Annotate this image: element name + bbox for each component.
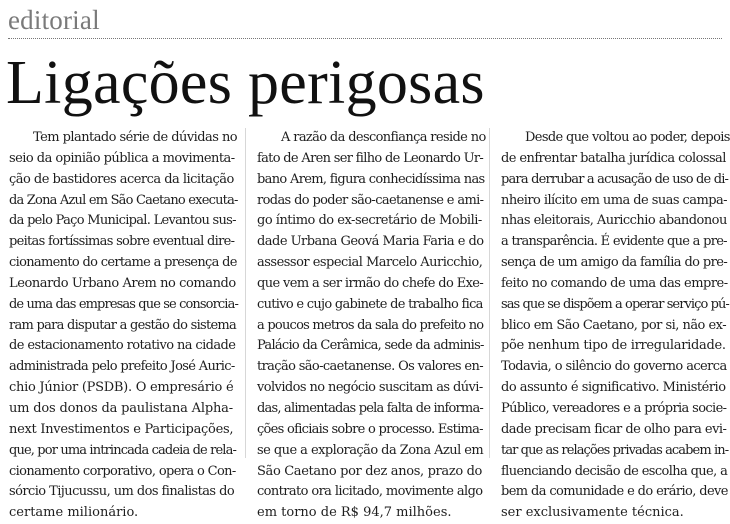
- section-label: editorial: [8, 5, 100, 35]
- column-separator: [489, 128, 490, 458]
- text-line: tração são-caetanense. Os valores en-: [257, 359, 483, 375]
- text-line: seio da opinião pública a movimenta-: [9, 150, 235, 166]
- text-line: assessor especial Marcelo Auricchio,: [257, 255, 483, 271]
- text-line: que, por uma intrincada cadeia de rela-: [9, 442, 236, 458]
- text-line: de enfrentar batalha jurídica colossal: [501, 150, 726, 166]
- text-line: ção de bastidores acerca da licitação: [9, 171, 234, 187]
- article-column-1: [9, 128, 238, 521]
- text-line: põe nenhum tipo de irregularidade.: [501, 338, 726, 354]
- text-line: cutivo e cujo gabinete de trabalho fica: [257, 296, 483, 312]
- text-line: sença de um amigo da família do pre-: [501, 255, 728, 271]
- text-line: go íntimo do ex-secretário de Mobili-: [257, 213, 482, 229]
- article-column-2: [257, 128, 486, 521]
- text-line: dade precisam ficar de olho para evi-: [501, 421, 727, 437]
- text-line: peitas fortíssimas sobre eventual dire-: [9, 234, 235, 250]
- text-line: fato de Aren ser filho de Leonardo Ur-: [257, 150, 484, 166]
- text-line: Público, vereadores e a própria socie-: [501, 400, 727, 416]
- section-divider: [8, 38, 722, 39]
- text-line: administrada pelo prefeito José Auric-: [9, 359, 235, 375]
- text-line: das, alimentadas pela falta de informa-: [257, 400, 484, 416]
- text-line: rodas do poder são-caetanense e ami-: [257, 192, 484, 208]
- text-line: um dos donos da paulistana Alpha-: [9, 400, 233, 416]
- text-line: São Caetano por dez anos, prazo do: [257, 463, 483, 479]
- text-line: ções oficiais sobre o processo. Estima-: [257, 421, 483, 437]
- text-line: fluenciando decisão de escolha que, a: [501, 463, 728, 479]
- text-line: da pelo Paço Municipal. Levantou sus-: [9, 213, 236, 229]
- text-line: em torno de R$ 94,7 milhões.: [257, 505, 452, 521]
- text-line: que vem a ser irmão do chefe do Exe-: [257, 275, 484, 291]
- text-line: ram para disputar a gestão do sistema: [9, 317, 237, 333]
- text-line: bano Arem, figura conhecidíssima nas: [257, 171, 485, 187]
- text-line: ser exclusivamente técnica.: [501, 505, 684, 521]
- text-line: cionamento do certame a presença de: [9, 255, 237, 271]
- text-line: blico em São Caetano, por si, não ex-: [501, 317, 727, 333]
- text-line: da Zona Azul em São Caetano executa-: [9, 192, 238, 208]
- text-line: Desde que voltou ao poder, depois: [525, 130, 730, 145]
- text-line: sas que se dispõem a operar serviço pú-: [501, 296, 729, 312]
- text-line: A razão da desconfiança reside no: [281, 130, 486, 145]
- text-line: do assunto é significativo. Ministério: [501, 380, 726, 396]
- text-line: de estacionamento rotativo na cidade: [9, 338, 236, 354]
- text-line: contrato ora licitado, movimente algo: [257, 484, 483, 500]
- text-line: para derrubar a acusação de uso de di-: [501, 171, 729, 187]
- text-line: de uma das empresas que se consorcia-: [9, 296, 238, 312]
- headline: Ligações perigosas: [6, 49, 485, 117]
- text-line: certame milionário.: [9, 505, 139, 521]
- text-line: feito no comando de uma das empre-: [501, 275, 728, 291]
- text-line: Tem plantado série de dúvidas no: [33, 130, 238, 145]
- text-line: se que a exploração da Zona Azul em: [257, 442, 484, 458]
- text-line: chio Júnior (PSDB). O empresário é: [9, 380, 234, 396]
- text-line: Leonardo Urbano Arem no comando: [9, 275, 236, 291]
- text-line: dade Urbana Geová Maria Faria e do: [257, 234, 484, 250]
- text-line: a transparência. É evidente que a pre-: [501, 234, 727, 250]
- text-line: Todavia, o silêncio do governo acerca: [501, 359, 727, 375]
- text-line: sórcio Tijucussu, um dos finalistas do: [9, 484, 235, 500]
- text-line: nhas eleitorais, Auricchio abandonou: [501, 213, 727, 229]
- article-column-3: [501, 128, 730, 521]
- text-line: volvidos no negócio suscitam as dúvi-: [257, 380, 483, 396]
- text-line: Palácio da Cerâmica, sede da adminis-: [257, 338, 484, 354]
- text-line: cionamento corporativo, opera o Con-: [9, 463, 236, 479]
- text-line: tar que as relações privadas acabem in-: [501, 442, 729, 458]
- text-line: a poucos metros da sala do prefeito no: [257, 317, 484, 333]
- text-line: bem da comunidade e do erário, deve: [501, 484, 728, 500]
- text-line: nheiro ilícito em uma de suas campa-: [501, 192, 728, 208]
- text-line: next Investimentos e Participações,: [9, 421, 234, 437]
- column-separator: [245, 128, 246, 458]
